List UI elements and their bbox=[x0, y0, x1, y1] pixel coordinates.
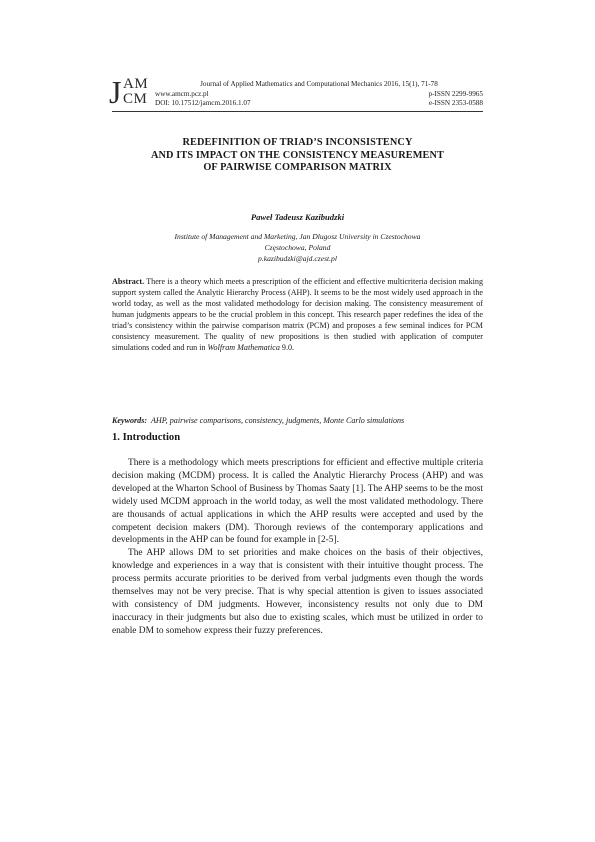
abstract-text: There is a theory which meets a prescription of the efficient and effective multicriteria decision making support system called the Analytic Hierarchy Process (AHP). It seems to be the most widely used approach in the world today, as well as the most validated methodology for decision making. The consistency measurement of human judgments appears to be the crucial problem in this concept. This research paper redefines the idea of the triad’s consistency within the pairwise comparison matrix (PCM) and proposes a few seminal indices for PCM consistency measurement. The quality of new propositions is then studied with application of computer simulations coded and run in bbox=[112, 277, 483, 352]
electronic-issn: e-ISSN 2353-0588 bbox=[428, 99, 483, 107]
keywords bbox=[112, 416, 483, 425]
software-version: 9.0. bbox=[281, 343, 295, 352]
author-name: Paweł Tadeusz Kazibudzki bbox=[250, 212, 345, 222]
print-issn: p-ISSN 2299-9965 bbox=[428, 89, 483, 98]
abstract-label: Abstract. bbox=[112, 277, 145, 286]
header-divider bbox=[112, 111, 483, 112]
affiliation bbox=[112, 231, 483, 264]
title-line: REDEFINITION OF TRIAD’S INCONSISTENCY bbox=[182, 137, 413, 148]
journal-logo: J AM CM bbox=[109, 74, 149, 110]
paragraph: There is a methodology which meets prescriptions for efficient and effective multiple criteria decision making (MCDM) process. It is called the Analytic Hierarchy Process (AHP) and was developed at the Wharton School of Business by Thomas Saaty [1]. The AHP seems to be the most widely used MCDM approach in the world today, as well the most validated methodology. There are thousands of actual applications in which the AHP results were accepted and used by the competent decision makers (DM). Thorough reviews of the contemporary applications and developments in the AHP can be found for example in [2-5]. bbox=[112, 458, 483, 546]
title-line: AND ITS IMPACT ON THE CONSISTENCY MEASUREMENT bbox=[150, 149, 445, 161]
institution: Institute of Management and Marketing, Jan Dlugosz University in Czestochowa bbox=[174, 232, 421, 241]
journal-website: www.amcm.pcz.pl bbox=[155, 89, 209, 98]
journal-header bbox=[155, 80, 483, 109]
journal-citation: Journal of Applied Mathematics and Computational Mechanics 2016, 15(1), 71-78 bbox=[200, 80, 438, 88]
location: Częstochowa, Poland bbox=[264, 243, 331, 252]
doi: DOI: 10.17512/jamcm.2016.1.07 bbox=[155, 99, 251, 107]
section-body bbox=[112, 457, 483, 638]
paper-title bbox=[112, 137, 483, 175]
keywords-text: AHP, pairwise comparisons, consistency, judgments, Monte Carlo simulations bbox=[150, 416, 405, 425]
title-line: OF PAIRWISE COMPARISON MATRIX bbox=[203, 162, 392, 174]
author-email: p.kazibudzki@ajd.czest.pl bbox=[258, 254, 337, 263]
section-heading: 1. Introduction bbox=[112, 432, 181, 443]
keywords-label: Keywords: bbox=[112, 416, 148, 425]
paragraph: The AHP allows DM to set priorities and make choices on the basis of their objectives, knowledge and experiences in a way that is consistent with their intuitive thought process. The process permits accurate priorities to be derived from verbal judgments even though the words themselves may not be very precise. That is why special attention is given to issues associated with consistency of DM judgments. However, inconsistency results not only due to DM inaccuracy in their judgments but also due to existing scales, which must be utilized in order to enable DM to somehow express their fuzzy preferences. bbox=[112, 548, 483, 636]
abstract bbox=[112, 276, 483, 353]
software-name: Wolfram Mathematica bbox=[207, 343, 280, 352]
